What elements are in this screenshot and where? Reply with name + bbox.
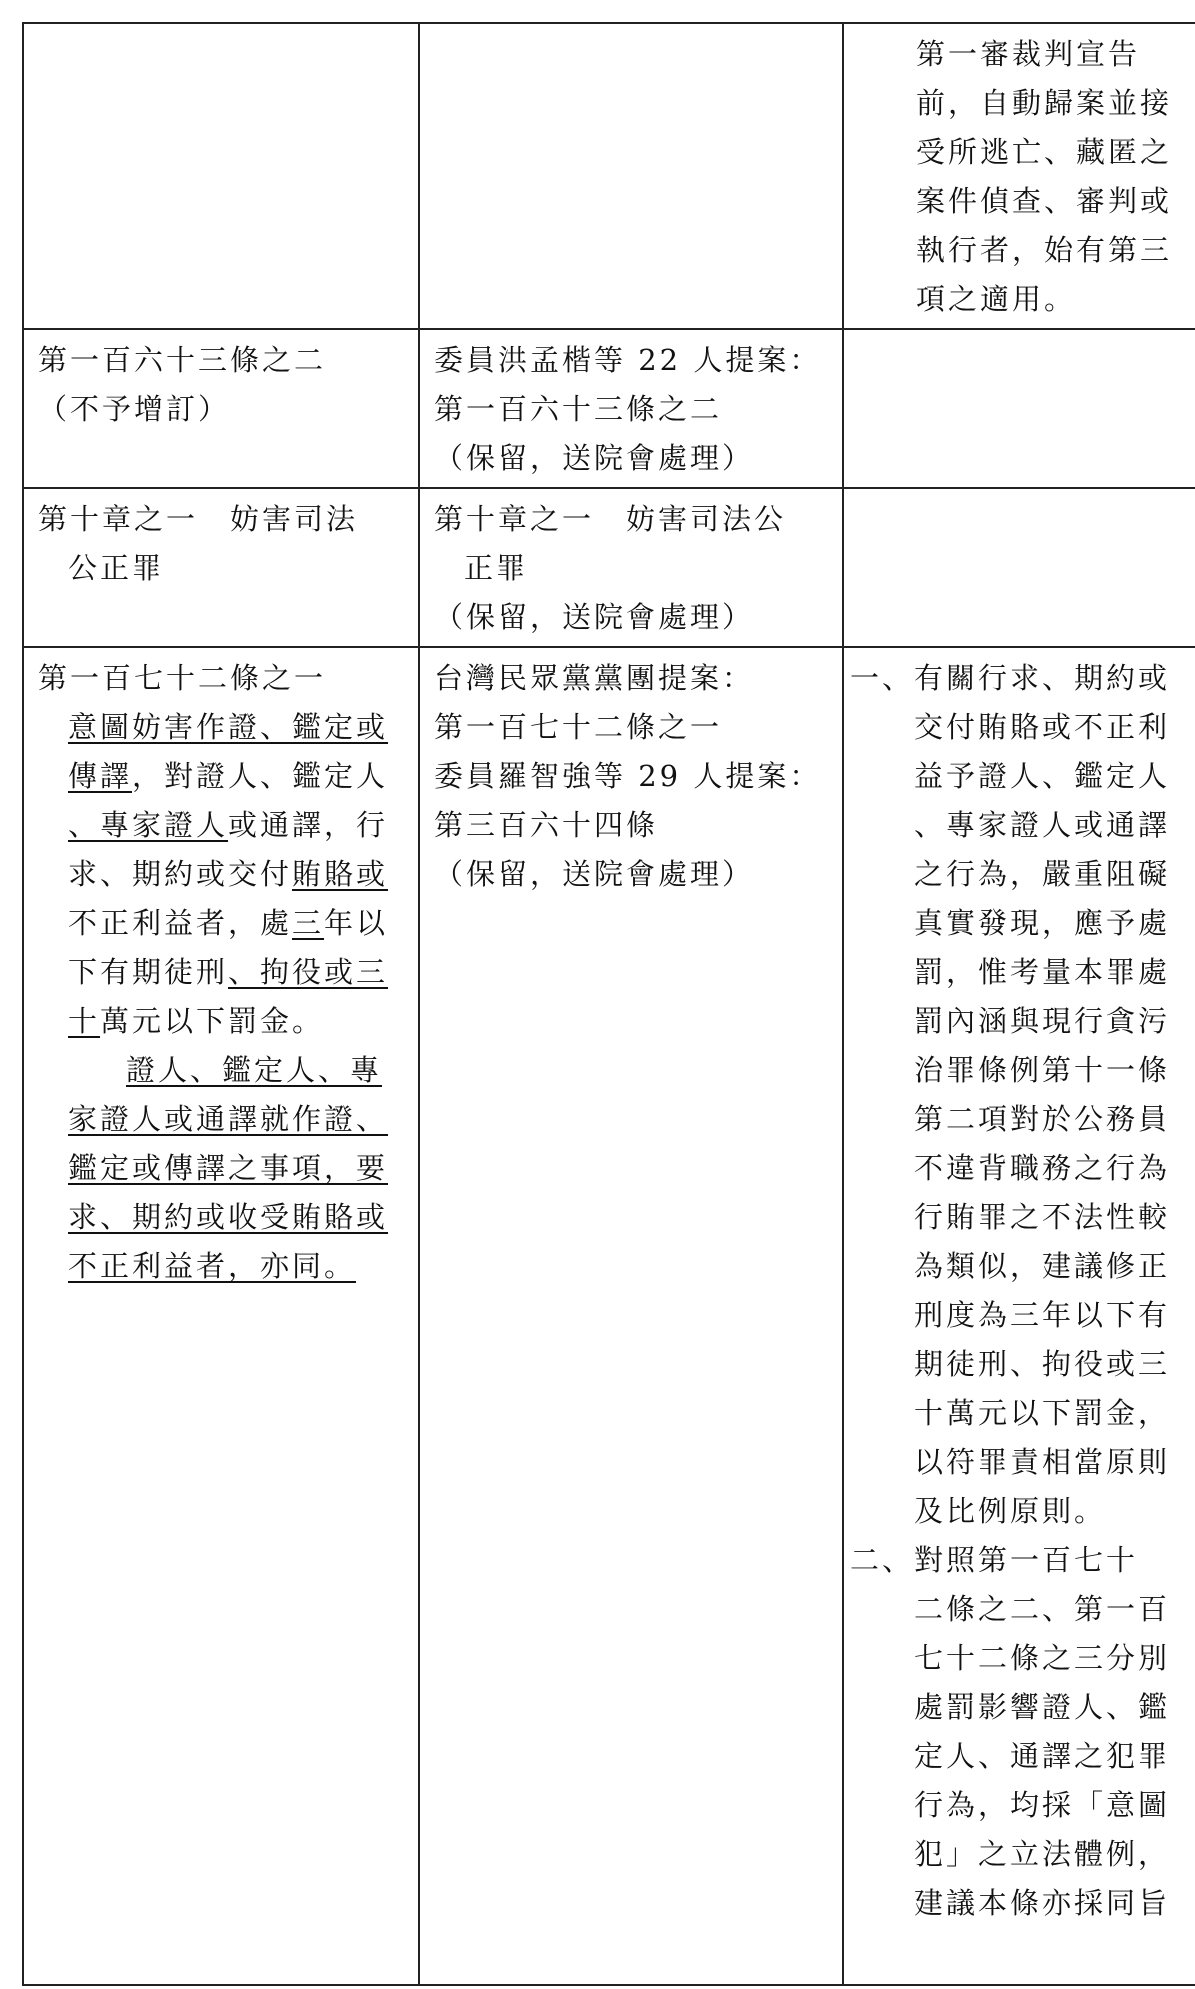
chapter-title-cont: 公正罪 [68,551,165,585]
item-number: 二、 [850,1543,915,1577]
table-row [23,488,1195,647]
text-line: 項之適用。 [916,282,1077,316]
explanation-list [850,654,1195,1928]
comparison-table [22,22,1195,1986]
cell-explanation [843,488,1195,647]
text-line: 期徒刑、拘役或三 [914,1347,1171,1381]
text-line: 對照第一百七十 [914,1543,1139,1577]
text-line: 交付賄賂或不正利 [914,710,1171,744]
text-line: 刑度為三年以下有 [914,1298,1171,1332]
table-row [23,329,1195,488]
article-paragraph-2 [38,1046,410,1291]
proposal-status: （保留，送院會處理） [434,441,755,475]
cell-article [23,647,419,1985]
article-title: 第一百七十二條之一 [38,661,327,695]
text-line: 、專家證人或通譯，行 [68,808,389,842]
proposal-line: 第十章之一 妨害司法公 [434,502,787,536]
chapter-title: 第十章之一 妨害司法 [38,502,359,536]
text-line: 行賄罪之不法性較 [914,1200,1171,1234]
article-title: 第一百六十三條之二 [38,343,327,377]
cell-article [23,329,419,488]
text-line: 以符罪責相當原則 [914,1445,1171,1479]
text-line: 定人、通譯之犯罪 [914,1739,1171,1773]
cell-proposal [419,647,843,1985]
text-line: 家證人或通譯就作證、 [68,1102,389,1136]
text-line: 鑑定或傳譯之事項，要 [68,1151,389,1185]
text-line: 罰，惟考量本罪處 [914,955,1171,989]
text-line: 受所逃亡、藏匿之 [916,135,1173,169]
cell-article [23,23,419,329]
text-line: 處罰影響證人、鑑 [914,1690,1171,1724]
article-note: （不予增訂） [38,392,231,426]
cell-explanation [843,329,1195,488]
proposal-line: 委員羅智強等 29 人提案： [434,759,822,793]
text-line: 傳譯，對證人、鑑定人 [68,759,389,793]
text-line: 七十二條之三分別 [914,1641,1171,1675]
proposal-line: 第三百六十四條 [434,808,659,842]
text-line: 犯」之立法體例， [914,1837,1171,1871]
text-line: 案件偵查、審判或 [916,184,1173,218]
text-line: 真實發現，應予處 [914,906,1171,940]
text-line: 益予證人、鑑定人 [914,759,1171,793]
proposal-line: 第一百七十二條之一 [434,710,723,744]
text-line: 不正利益者，處三年以 [68,906,389,940]
item-number: 一、 [850,661,915,695]
text-line: 十萬元以下罰金。 [68,1004,325,1038]
proposal-line: 委員洪孟楷等 22 人提案： [434,343,822,377]
cell-proposal [419,488,843,647]
text-line: 二條之二、第一百 [914,1592,1171,1626]
text-line: 、專家證人或通譯 [914,808,1171,842]
proposal-status: （保留，送院會處理） [434,600,755,634]
text-line: 及比例原則。 [914,1494,1107,1528]
proposal-line: 台灣民眾黨黨團提案： [434,661,755,695]
text-line: 為類似，建議修正 [914,1249,1171,1283]
text-line: 前，自動歸案並接 [916,86,1173,120]
text-line: 不違背職務之行為 [914,1151,1171,1185]
text-line: 建議本條亦採同旨 [914,1886,1171,1920]
explanation-item [850,654,1195,1536]
cell-explanation [843,647,1195,1985]
text-line: 罰內涵與現行貪污 [914,1004,1171,1038]
text-line: 執行者，始有第三 [916,233,1173,267]
table-row [23,23,1195,329]
text-line: 求、期約或收受賄賂或 [68,1200,389,1234]
proposal-line: 正罪 [464,551,529,585]
text-line: 第二項對於公務員 [914,1102,1171,1136]
cell-proposal [419,329,843,488]
table-row [23,647,1195,1985]
text-line: 之行為，嚴重阻礙 [914,857,1171,891]
text-line: 行為，均採「意圖 [914,1788,1171,1822]
proposal-line: 第一百六十三條之二 [434,392,723,426]
text-line: 求、期約或交付賄賂或 [68,857,389,891]
cell-article [23,488,419,647]
cell-proposal [419,23,843,329]
text-line: 第一審裁判宣告 [916,37,1141,71]
text-line: 有關行求、期約或 [914,661,1171,695]
text-line: 下有期徒刑、拘役或三 [68,955,389,989]
text-line: 治罪條例第十一條 [914,1053,1171,1087]
text-line: 意圖妨害作證、鑑定或 [68,710,389,744]
text-line: 不正利益者，亦同。 [68,1249,357,1283]
proposal-status: （保留，送院會處理） [434,857,755,891]
explanation-item [850,1536,1195,1928]
text-line: 十萬元以下罰金， [914,1396,1171,1430]
cell-explanation [843,23,1195,329]
text-line: 證人、鑑定人、專 [126,1053,383,1087]
article-paragraph-1 [38,703,410,1046]
